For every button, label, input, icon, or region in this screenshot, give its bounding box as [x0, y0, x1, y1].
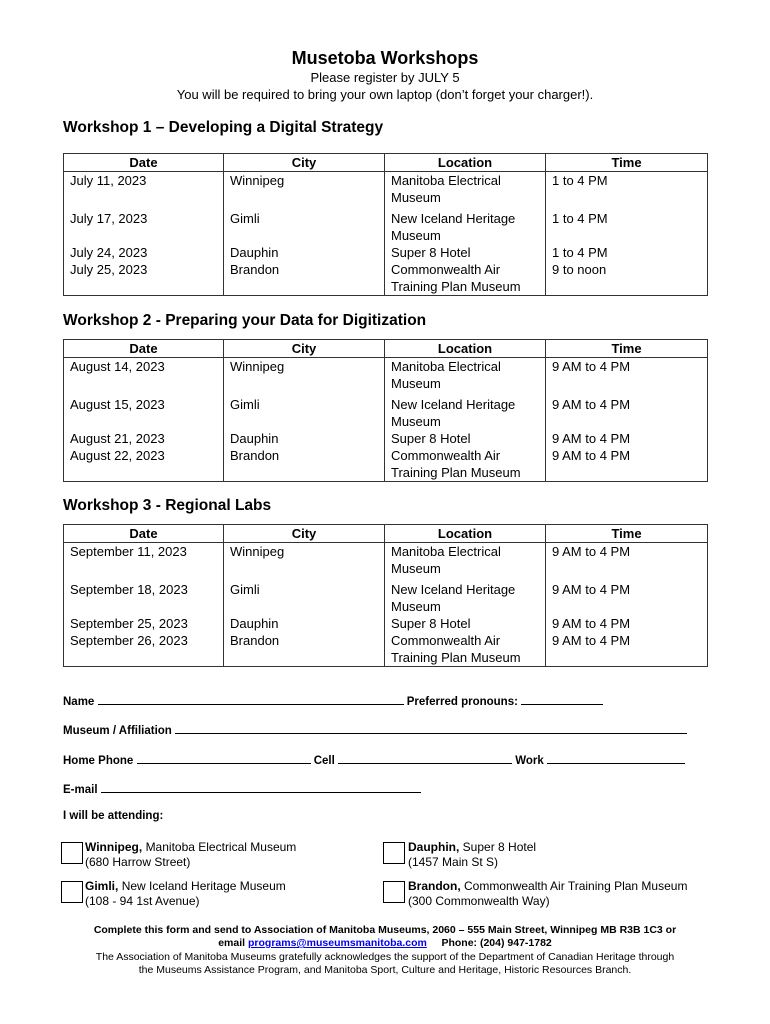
location-text: Super 8 Hotel [391, 616, 471, 631]
location-text: Museum [391, 376, 441, 391]
date-text: September 26, 2023 [70, 633, 188, 648]
city-text: Brandon [230, 633, 280, 648]
work-label: Work [515, 755, 544, 767]
dauphin-option [408, 840, 536, 870]
city-column-header: City [224, 154, 385, 172]
time-text: 9 AM to 4 PM [552, 359, 631, 374]
city-text: Brandon [230, 262, 280, 277]
option-city: Dauphin, [408, 840, 460, 854]
pronouns-label: Preferred pronouns: [406, 696, 518, 708]
date-text: July 11, 2023 [70, 173, 147, 188]
location-text: Super 8 Hotel [391, 245, 471, 260]
location-column-header: Location [385, 525, 546, 543]
email-prefix: email [218, 937, 246, 949]
location-text: Museum [391, 228, 441, 243]
time-column-header: Time [546, 154, 708, 172]
table-row [64, 543, 708, 667]
museum-affiliation-field[interactable] [175, 721, 687, 734]
time-text: 1 to 4 PM [552, 173, 608, 188]
send-instructions: Complete this form and send to Association of Manitoba Museums, 2060 – 555 Main Street, Winnipeg MB R3B 1C3 or [93, 924, 677, 936]
city-column-header: City [224, 525, 385, 543]
time-text: 1 to 4 PM [552, 211, 608, 226]
location-text: Commonwealth Air [391, 262, 501, 277]
name-field[interactable] [98, 692, 404, 705]
cell-label: Cell [313, 755, 335, 767]
time-cell [546, 172, 708, 296]
museum-row [63, 721, 687, 737]
city-text: Winnipeg [230, 359, 285, 374]
date-column-header: Date [64, 154, 224, 172]
location-text: Manitoba Electrical [391, 173, 501, 188]
location-cell [385, 358, 546, 482]
location-text: New Iceland Heritage [391, 211, 516, 226]
date-text: September 18, 2023 [70, 582, 188, 597]
time-column-header: Time [546, 525, 708, 543]
city-text: Gimli [230, 397, 260, 412]
option-city: Brandon, [408, 879, 461, 893]
city-text: Winnipeg [230, 173, 285, 188]
acknowledgement-line-1: The Association of Manitoba Museums gratefully acknowledges the support of the Department of Canadian Heritage through [95, 951, 675, 963]
location-text: Training Plan Museum [391, 465, 521, 480]
time-text: 9 AM to 4 PM [552, 582, 631, 597]
table-header-row [64, 525, 708, 543]
winnipeg-option [85, 840, 296, 870]
option-venue: Commonwealth Air Training Plan Museum [464, 879, 688, 893]
date-text: August 21, 2023 [70, 431, 165, 446]
time-text: 9 AM to 4 PM [552, 616, 631, 631]
winnipeg-checkbox[interactable] [61, 842, 83, 864]
location-text: Training Plan Museum [391, 650, 521, 665]
city-text: Brandon [230, 448, 280, 463]
home-phone-field[interactable] [137, 751, 311, 764]
time-text: 9 AM to 4 PM [552, 397, 631, 412]
time-text: 9 AM to 4 PM [552, 448, 631, 463]
phone-row [63, 751, 685, 767]
city-column-header: City [224, 340, 385, 358]
location-text: New Iceland Heritage [391, 397, 516, 412]
date-column-header: Date [64, 340, 224, 358]
location-column-header: Location [385, 340, 546, 358]
name-row [63, 692, 603, 708]
acknowledgement-line-2: the Museums Assistance Program, and Manitoba Sport, Culture and Heritage, Historic Resources Branch. [138, 964, 632, 976]
date-text: August 22, 2023 [70, 448, 165, 463]
location-text: Commonwealth Air [391, 448, 501, 463]
time-text: 9 AM to 4 PM [552, 633, 631, 648]
option-city: Gimli, [85, 879, 119, 893]
registration-deadline: Please register by JULY 5 [310, 70, 460, 85]
gimli-checkbox[interactable] [61, 881, 83, 903]
email-field[interactable] [101, 780, 421, 793]
time-text: 1 to 4 PM [552, 245, 608, 260]
name-label: Name [63, 696, 95, 708]
location-text: Manitoba Electrical [391, 544, 501, 559]
workshop-2-heading: Workshop 2 - Preparing your Data for Digitization [63, 312, 427, 329]
location-text: Manitoba Electrical [391, 359, 501, 374]
workshop-1-heading: Workshop 1 – Developing a Digital Strategy [63, 119, 384, 136]
city-cell [224, 358, 385, 482]
date-text: August 15, 2023 [70, 397, 165, 412]
museum-affiliation-label: Museum / Affiliation [63, 725, 172, 737]
contact-phone: Phone: (204) 947-1782 [441, 937, 552, 949]
date-cell [64, 358, 224, 482]
date-text: July 17, 2023 [70, 211, 148, 226]
location-text: Training Plan Museum [391, 279, 521, 294]
date-column-header: Date [64, 525, 224, 543]
page-title: Musetoba Workshops [291, 48, 479, 68]
table-header-row [64, 340, 708, 358]
option-address: (300 Commonwealth Way) [408, 894, 550, 908]
date-cell [64, 543, 224, 667]
pronouns-field[interactable] [521, 692, 603, 705]
option-address: (680 Harrow Street) [85, 855, 191, 869]
option-city: Winnipeg, [85, 840, 143, 854]
workshop-2-table [63, 339, 708, 482]
city-text: Dauphin [230, 431, 279, 446]
location-text: Commonwealth Air [391, 633, 501, 648]
table-row [64, 172, 708, 296]
option-venue: New Iceland Heritage Museum [121, 879, 286, 893]
city-text: Dauphin [230, 616, 279, 631]
option-venue: Manitoba Electrical Museum [145, 840, 297, 854]
time-text: 9 AM to 4 PM [552, 544, 631, 559]
location-text: Museum [391, 414, 441, 429]
time-text: 9 AM to 4 PM [552, 431, 631, 446]
brandon-checkbox[interactable] [383, 881, 405, 903]
home-phone-label: Home Phone [63, 755, 134, 767]
city-cell [224, 543, 385, 667]
location-cell [385, 543, 546, 667]
gimli-option [85, 879, 286, 909]
location-column-header: Location [385, 154, 546, 172]
city-text: Dauphin [230, 245, 279, 260]
location-text: Museum [391, 190, 441, 205]
workshop-3-table [63, 524, 708, 667]
cell-phone-field[interactable] [338, 751, 512, 764]
time-cell [546, 543, 708, 667]
email-row [63, 780, 421, 796]
contact-line [0, 937, 770, 951]
location-cell [385, 172, 546, 296]
table-header-row [64, 154, 708, 172]
city-text: Gimli [230, 211, 260, 226]
location-text: Museum [391, 599, 441, 614]
location-text: Super 8 Hotel [391, 431, 471, 446]
laptop-note: You will be required to bring your own laptop (don’t forget your charger!). [176, 87, 594, 102]
contact-email-link[interactable]: programs@museumsmanitoba.com [248, 937, 427, 949]
brandon-option [408, 879, 687, 909]
date-text: July 25, 2023 [70, 262, 148, 277]
city-cell [224, 172, 385, 296]
option-address: (1457 Main St S) [408, 855, 499, 869]
date-cell [64, 172, 224, 296]
time-text: 9 to noon [552, 262, 607, 277]
date-text: September 25, 2023 [70, 616, 188, 631]
workshop-1-table [63, 153, 708, 296]
workshop-3-heading: Workshop 3 - Regional Labs [63, 497, 272, 514]
attending-label: I will be attending: [63, 810, 164, 822]
date-text: July 24, 2023 [70, 245, 148, 260]
email-label: E-mail [63, 784, 98, 796]
work-phone-field[interactable] [547, 751, 685, 764]
date-text: August 14, 2023 [70, 359, 165, 374]
location-text: New Iceland Heritage [391, 582, 516, 597]
city-text: Gimli [230, 582, 260, 597]
city-text: Winnipeg [230, 544, 285, 559]
time-cell [546, 358, 708, 482]
time-column-header: Time [546, 340, 708, 358]
date-text: September 11, 2023 [70, 544, 187, 559]
location-text: Museum [391, 561, 441, 576]
option-address: (108 - 94 1st Avenue) [85, 894, 200, 908]
table-row [64, 358, 708, 482]
dauphin-checkbox[interactable] [383, 842, 405, 864]
option-venue: Super 8 Hotel [462, 840, 537, 854]
